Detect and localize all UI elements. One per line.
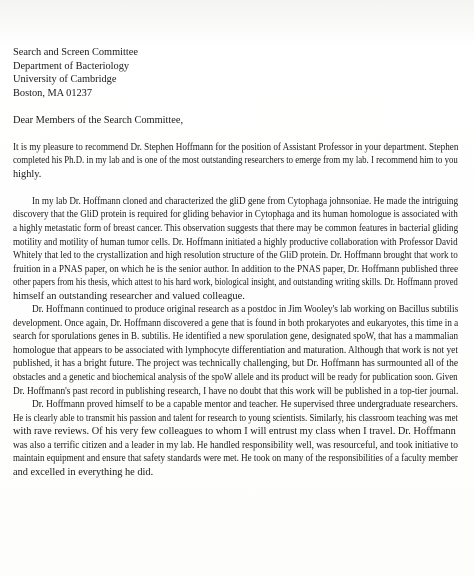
paragraph-line: Dr. Hoffmann proved himself to be a capable mentor and teacher. He supervised three undergraduate researchers. bbox=[32, 399, 458, 411]
paragraph-line: motility and motility of human tumor cells. Dr. Hoffmann initiated a highly productive collaboration with Professor David bbox=[13, 236, 458, 248]
paragraph-line: with rave reviews. Of his very few colleagues to whom I will entrust my class when I travel. Dr. Hoffmann bbox=[13, 426, 456, 438]
paragraph-line: search for sporulations genes in B. subtilis. He identified a new sporulation gene, designated spoW, that has a mammalian bbox=[13, 331, 459, 343]
address-line: University of Cambridge bbox=[13, 74, 117, 86]
address-line: Department of Bacteriology bbox=[13, 60, 130, 72]
paragraph-line: It is my pleasure to recommend Dr. Stephen Hoffmann for the position of Assistant Professor in your department. Stephen bbox=[13, 141, 459, 153]
paragraph-line: himself an outstanding researcher and valued colleague. bbox=[13, 290, 245, 302]
paragraph-intro bbox=[13, 141, 458, 182]
paragraph-postdoc bbox=[13, 303, 458, 398]
paragraph-line: Whitely that led to the crystallization and high resolution structure of the GliD protein. Dr. Hoffmann brought that work to bbox=[13, 250, 458, 262]
paragraph-line: fruition in a PNAS paper, on which he is the senior author. In addition to the PNAS paper, Dr. Hoffmann published three bbox=[13, 263, 459, 275]
salutation bbox=[13, 114, 458, 128]
paragraph-line: a highly metastatic form of breast cancer. This observation suggests that there may be common features in bacterial gliding bbox=[13, 222, 459, 234]
paragraph-line: other papers from his thesis, which attest to his hard work, biological insight, and outstanding writing skills. Dr. Hoffmann proved bbox=[13, 277, 458, 289]
paragraph-line: discovery that the GliD protein is required for gliding behavior in Cytophaga and its human homologue is associated with bbox=[13, 209, 458, 221]
paragraph-line: maintain equipment and ensure that safety standards were met. He took on many of the responsibilities of a faculty member bbox=[13, 453, 458, 465]
paragraph-line: completed his Ph.D. in my lab and is one of the most outstanding researchers to emerge from my lab. I recommend him to you bbox=[13, 155, 458, 167]
paragraph-line: and excelled in everything he did. bbox=[13, 466, 154, 478]
paragraph-line: obstacles and a genetic and biochemical analysis of the spoW allele and its product will be ready for publication soon. Given bbox=[13, 371, 458, 383]
paragraph-line: was also a terrific citizen and a leader in my lab. He handled responsibility well, was resourceful, and took initiative to bbox=[13, 439, 458, 451]
paragraph-line: He is clearly able to transmit his passion and talent for research to young scientists. Similarly, his classroom teaching was met bbox=[13, 412, 458, 424]
paragraph-line: homologue that appears to be associated with lymphocyte differentiation and maturation. Although that work is not yet bbox=[13, 344, 458, 356]
salutation-text: Dear Members of the Search Committee, bbox=[13, 114, 184, 126]
paragraph-line: In my lab Dr. Hoffmann cloned and characterized the gliD gene from Cytophaga johnsoniae. He made the intriguing bbox=[32, 195, 459, 207]
paragraph-line: highly. bbox=[13, 168, 42, 180]
paragraph-phd-work bbox=[13, 195, 458, 303]
paragraph-line: Dr. Hoffmann's past record in publishing research, I have no doubt that this work will be published in a top-tier journal. bbox=[13, 385, 459, 397]
address-line: Boston, MA 01237 bbox=[13, 87, 93, 99]
address-line: Search and Screen Committee bbox=[13, 47, 138, 58]
paragraph-line: Dr. Hoffmann continued to produce original research as a postdoc in Jim Wooley's lab working on Bacillus subtilis bbox=[32, 304, 459, 316]
paragraph-line: published, it has a bright future. The project was technically challenging, but Dr. Hoffmann has surmounted all of the bbox=[13, 358, 459, 370]
recipient-address bbox=[13, 46, 458, 100]
paragraph-mentoring bbox=[13, 398, 458, 479]
paragraph-line: development. Once again, Dr. Hoffmann discovered a gene that is found in both prokaryotes and eukaryotes, this time in a bbox=[13, 317, 459, 329]
